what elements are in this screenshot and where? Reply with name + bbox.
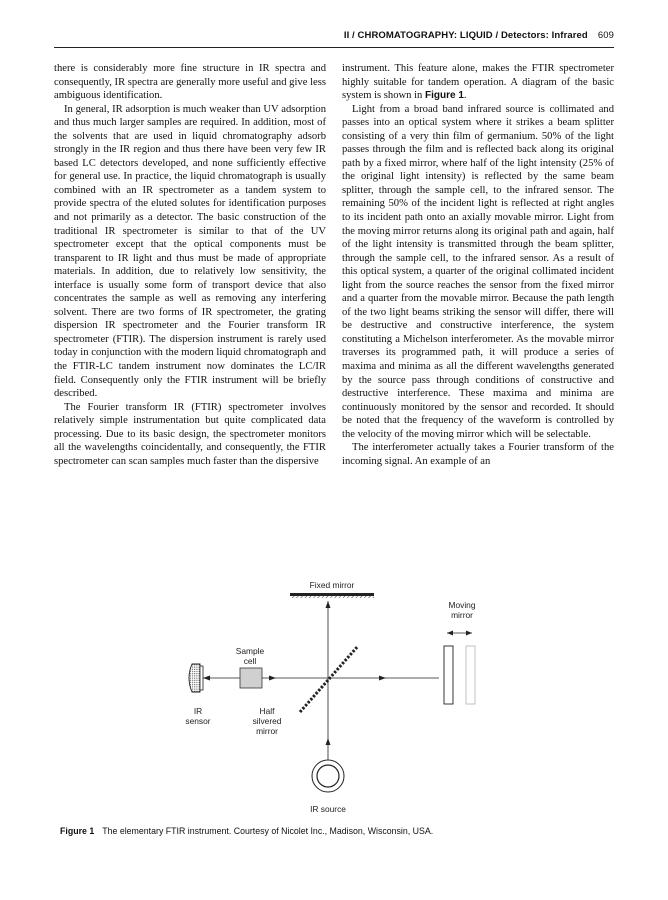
label-moving-mirror-line-2: mirror <box>451 610 473 620</box>
beam-arrow-left <box>203 676 210 681</box>
beam-arrow-right-sample <box>269 676 276 681</box>
label-sample-cell <box>228 646 272 666</box>
caption-number: Figure 1 <box>60 826 95 836</box>
label-ir-sensor <box>178 706 218 726</box>
left-paragraph-2: In general, IR adsorption is much weaker than UV adsorption and thus much larger samples are required. In addition, most of the solvents that are used in liquid chromatography adsorb strongly in the IR region and thus there have been very few IR based LC detectors developed, and none sufficiently effective for general use. In practice, the liquid chromatograph is usually combined with an IR spectrometer as a tandem system to provide spectra of the eluted solutes for identification purposes and not primarily as a detector. The basic construction of the traditional IR spectrometer is similar to that of the UV spectrometer except that the optical components must be transparent to IR light and thus must be made of appropriate materials. In addition, due to relatively low sensitivity, the interface is usually some form of transport device that also concentrates the sample as well as removing any interfering solvent. There are two forms of IR spectrometer, the grating dispersion IR spectrometer and the Fourier transform IR spectrometer (FTIR). The dispersion instrument is rarely used today in conjunction with the modern liquid chromatograph and the FTIR-LC tandem instrument now dominates the LC/IR field. Consequently only the FTIR instrument will be briefly described. <box>54 103 326 400</box>
running-title: II / CHROMATOGRAPHY: LIQUID / Detectors: Infrared <box>343 30 588 41</box>
header-rule <box>54 47 614 48</box>
right-paragraph-1-end: . <box>463 90 467 102</box>
running-header <box>54 30 614 41</box>
right-paragraph-1-text: instrument. This feature alone, makes the FTIR spectrometer highly suitable for tandem operation. A diagram of the basic system is shown in <box>342 63 614 102</box>
half-silvered-mirror <box>300 646 358 712</box>
right-paragraph-3: The interferometer actually takes a Fourier transform of the incoming signal. An example of an <box>342 442 614 467</box>
page-number: 609 <box>597 30 614 41</box>
sample-cell <box>240 668 262 688</box>
caption-text: The elementary FTIR instrument. Courtesy of Nicolet Inc., Madison, Wisconsin, USA. <box>102 826 434 836</box>
ir-source <box>312 760 344 792</box>
label-fixed-mirror: Fixed mirror <box>309 580 355 590</box>
beam-arrow-up <box>326 601 331 608</box>
label-sample-cell-line-2: cell <box>243 656 257 666</box>
moving-mirror <box>444 631 475 705</box>
left-column <box>54 62 326 468</box>
label-ir-sensor-line-1: IR <box>193 706 203 716</box>
label-half-silvered-line-2: silvered <box>252 716 282 726</box>
figure-reference-link[interactable]: Figure 1 <box>425 90 464 102</box>
right-column <box>342 62 614 468</box>
label-moving-mirror-line-1: Moving <box>448 600 476 610</box>
label-half-silvered-line-1: Half <box>259 706 275 716</box>
beam-arrow-right-moving <box>379 676 386 681</box>
label-ir-source: IR source <box>310 804 346 814</box>
label-moving-mirror <box>434 600 490 620</box>
label-ir-sensor-line-2: sensor <box>185 716 211 726</box>
fixed-mirror <box>290 593 374 598</box>
right-paragraph-2: Light from a broad band infrared source is collimated and passes into an optical system where it strikes a beam splitter consisting of a very thin film of germanium. 50% of the light passes through the film and is reflected back along its original path by a fixed mirror, where half of the light intensity (25% of the original light intensity) is reflected by the same beam splitter, through the sample cell, to the infrared sensor. The remaining 50% of the incident light is reflected at right angles to its incident path onto an axially movable mirror. Light from the moving mirror returns along its original path and again, half of the light intensity is transmitted through the beam splitter, through the sample cell, to the infrared sensor. As a result of this optical system, a quarter of the original collimated incident light from the source reaches the sensor from the fixed mirror and a quarter from the movable mirror. Because the path length of the two light beams striking the sensor will differ, there will be destructive and constructive interference, the system constituting a Michelson interferometer. As the movable mirror traverses its programmed path, it will produce a series of maxima and minima as all the different wavelengths generated by the source pass through conditions of constructive and destructive interference. These maxima and minima are continuously monitored by the sensor and recorded. It should be noted that the frequency of the waveform is controlled by the velocity of the moving mirror which will be selectable. <box>342 103 614 440</box>
label-sample-cell-line-1: Sample <box>235 646 265 656</box>
ftir-diagram <box>176 578 516 818</box>
right-paragraph-1 <box>342 62 614 103</box>
ir-sensor <box>189 664 203 692</box>
label-half-silvered-mirror <box>242 706 292 736</box>
left-paragraph-3: The Fourier transform IR (FTIR) spectrometer involves relatively simple instrumentation but quite complicated data processing. Due to its basic design, the spectrometer monitors all the wavelengths coincidentally, and consequently, the FTIR spectrometer can scan samples much faster than the dispersive <box>54 401 326 467</box>
figure-caption <box>60 826 433 836</box>
beam-arrow-up-source <box>326 738 331 745</box>
label-half-silvered-line-3: mirror <box>256 726 278 736</box>
left-paragraph-1: there is considerably more fine structure in IR spectra and consequently, IR spectra are generally more useful and give less ambiguous identification. <box>54 63 326 102</box>
